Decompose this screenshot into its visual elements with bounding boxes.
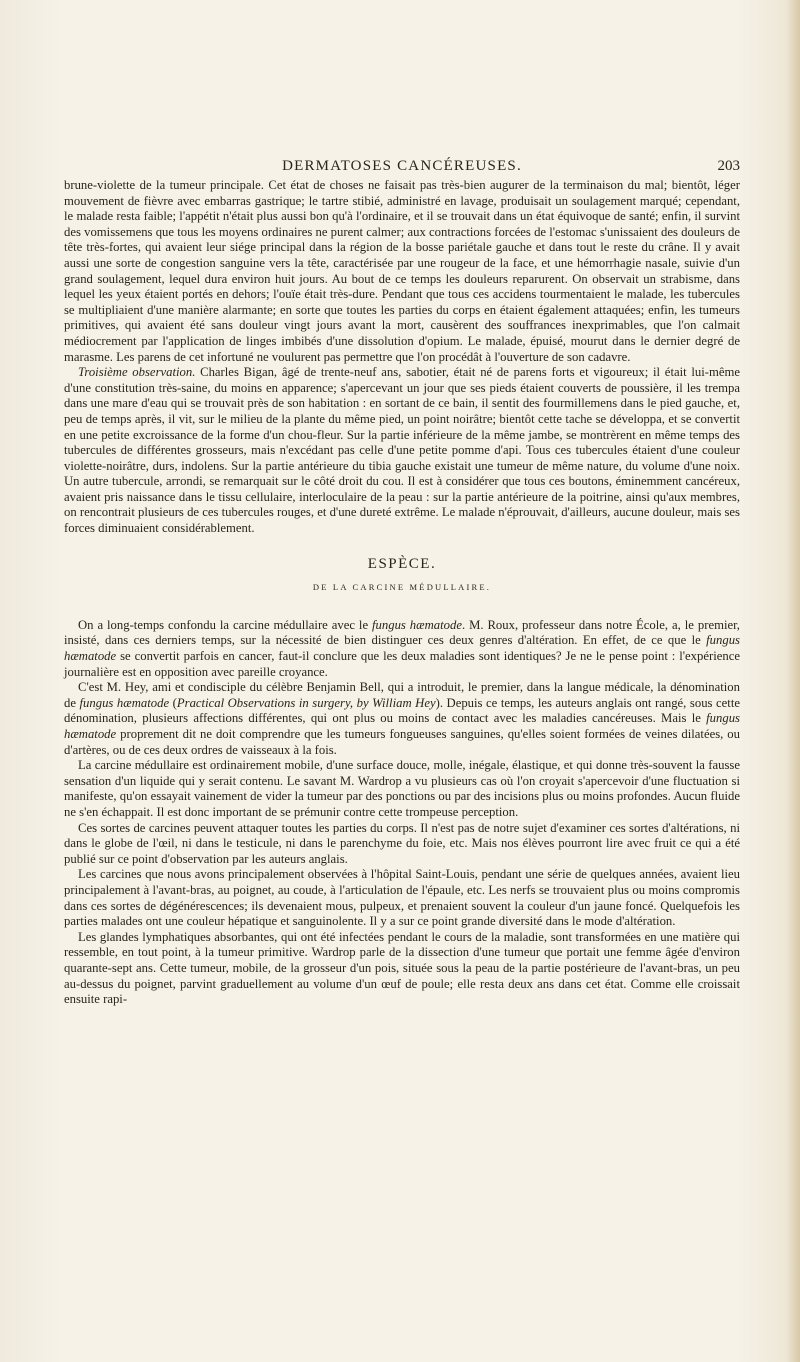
text-run: C'est M. Hey, ami et condisciple du célèbre Benjamin Bell, qui a introduit, le premier, dans la langue médicale, la dénomination de [64, 680, 740, 710]
italic-term: fungus hæmatode [79, 695, 170, 710]
italic-citation: Practical Observations in surgery, by William Hey [176, 695, 436, 710]
page-number: 203 [717, 158, 740, 174]
text-run: ( [169, 695, 177, 710]
running-title: DERMATOSES CANCÉREUSES. [282, 158, 522, 174]
observation-text: Charles Bigan, âgé de trente-neuf ans, sabotier, était né de parens forts et vigoureux; il était lui-même d'une constitution très-saine, du moins en apparence; s'apercevant un jour que ses pieds étaient couverts de poussière, il les trempa dans une mare d'eau qui se trouvait près de son habitation : en sortant de ce bain, il sentit des fourmillemens dans le pied gauche, et, peu de temps après, il vit, sur le milieu de la plante du même pied, un point noirâtre; bientôt cette tache se développa, et se convertit en une petite excroissance de la forme d'un chou-fleur. Sur la partie inférieure de la même jambe, se montrèrent en même temps des tubercules de différentes grosseurs, mais n'excédant pas celle d'une petite pomme d'api. Tous ces tubercules étaient d'une couleur violette-noirâtre, durs, indolens. Sur la partie antérieure du tibia gauche existait une tumeur de même nature, du volume d'une noix. Un autre tubercule, arrondi, se remarquait sur le côté droit du cou. Il est à considérer que tous ces boutons, éminemment cancéreux, avaient pris naissance dans le tissu cellulaire, interloculaire de la peau : sur la partie antérieure de la poitrine, ainsi qu'aux membres, on rencontrait plusieurs de ces tubercules rouges, et d'une dureté extrême. Le malade n'éprouvait, d'ailleurs, aucune douleur, mais ses forces diminuaient considérablement. [64, 365, 740, 536]
paragraph: Les glandes lymphatiques absorbantes, qui ont été infectées pendant le cours de la maladie, sont transformées en une matière qui ressemble, en tout point, à la tumeur primitive. Wardrop parle de la dissection d'une tumeur que portait une femme âgée d'environ quarante-sept ans. Cette tumeur, mobile, de la grosseur d'un pois, située sous la peau de la partie postérieure de l'avant-bras, un peu au-dessus du poignet, parvint graduellement au volume d'un œuf de poule; elle resta deux ans dans cet état. Comme elle croissait ensuite rapi- [64, 929, 740, 1007]
italic-term: fungus hæmatode [64, 633, 740, 664]
paragraph-continuation: brune-violette de la tumeur principale. Cet état de choses ne faisait pas très-bien augurer de la terminaison du mal; bientôt, léger mouvement de fièvre avec embarras gastrique; le tartre stibié, administré en lavage, produisait un soulagement marqué; cependant, le malade resta faible; l'appétit n'était plus aussi bon qu'à l'ordinaire, et il se trouvait dans un état équivoque de santé; enfin, il survint des vomissemens que tous les moyens ordinaires ne purent calmer; aux contractions forcées de l'estomac s'unissaient des douleurs de tête très-fortes, qui avaient leur siége principal dans la région de la bosse pariétale gauche et dans tout le reste du crâne. Il y avait aussi une sorte de congestion sanguine vers la tête, caractérisée par une rougeur de la face, et une hémorrhagie nasale, suivie d'un grand soulagement, lequel dura environ huit jours. Au bout de ce temps les douleurs reparurent. On observait un strabisme, dans lequel les yeux étaient portés en dehors; l'ouïe était très-dure. Pendant que tous ces accidens tourmentaient le malade, les tubercules se multipliaient d'une manière alarmante; en sorte que toutes les parties du corps en étaient également attaquées; enfin, les tumeurs primitives, qui avaient été sans douleur vingt jours avant la mort, causèrent des souffrances inexprimables, que l'on calmait médiocrement par l'application de linges imbibés d'une dissolution d'opium. Le malade, épuisé, mourut dans le dernier degré de marasme. Les parens de cet infortuné ne voulurent pas permettre que l'on procédât à l'ouverture de son cadavre. [64, 178, 740, 364]
italic-term: fungus hæmatode [372, 617, 462, 632]
section-subheading: DE LA CARCINE MÉDULLAIRE. [312, 582, 492, 593]
paragraph: Les carcines que nous avons principalement observées à l'hôpital Saint-Louis, pendant une série de quelques années, avaient lieu principalement à l'avant-bras, au poignet, au coude, à l'articulation de l'épaule, etc. Les nerfs se trouvaient plus ou moins compromis dans ces sortes de dégénérescences; ils devenaient mous, pulpeux, et prenaient souvent la couleur d'un jaune foncé. Quelquefois les parties malades ont une couleur hépatique et sanguinolente. Il y a sur ce point grande diversité dans le mode d'altération. [64, 867, 740, 929]
text-run: ). Depuis ce temps, les auteurs anglais ont rangé, sous cette dénomination, plusieurs affections différentes, qui ont plus ou moins de contact avec les maladies cancéreuses. Mais le [64, 695, 740, 726]
section-heading: ESPÈCE. [367, 555, 437, 572]
body-text [64, 178, 740, 1008]
paragraph: La carcine médullaire est ordinairement mobile, d'une surface douce, molle, inégale, élastique, et qui donne très-souvent la fausse sensation d'un liquide qui y serait contenu. Le savant M. Wardrop a vu plusieurs cas où l'on croyait s'apercevoir d'une fluctuation si manifeste, qu'on essayait vainement de vider la tumeur par des ponctions ou par des incisions plus ou moins profondes. Aucun fluide ne s'en échappait. Il est donc important de se prémunir contre cette trompeuse perception. [64, 758, 740, 819]
paragraph [64, 680, 740, 758]
italic-term: fungus hæmatode [64, 711, 740, 741]
paragraph-observation [64, 365, 740, 537]
observation-label: Troisième observation. [78, 365, 196, 380]
paragraph: Ces sortes de carcines peuvent attaquer toutes les parties du corps. Il n'est pas de notre sujet d'examiner ces sortes d'altérations, ni dans le globe de l'œil, ni dans le testicule, ni dans le parenchyme du foie, etc. Mais nos élèves pourront lire avec fruit ce qui a été publié sur ce point d'observation par les auteurs anglais. [64, 820, 740, 866]
text-run: se convertit parfois en cancer, faut-il conclure que les deux maladies sont identiques? Je ne le pense point : l'expérience journalière est en opposition avec pareille croyance. [64, 649, 740, 679]
text-run: . M. Roux, professeur dans notre École, a, le premier, insisté, dans ces derniers temps, sur la nécessité de bien distinguer ces deux genres d'altération. En effet, de ce que le [64, 617, 740, 648]
paragraph [64, 618, 740, 680]
page-edge [786, 0, 800, 1362]
text-run: On a long-temps confondu la carcine médullaire avec le [78, 617, 373, 632]
text-run: proprement dit ne doit comprendre que les tumeurs fongueuses sanguines, qu'elles soient formées de veines dilatées, ou d'artères, ou de ces deux ordres de vaisseaux à la fois. [64, 727, 740, 757]
running-head [64, 158, 740, 178]
